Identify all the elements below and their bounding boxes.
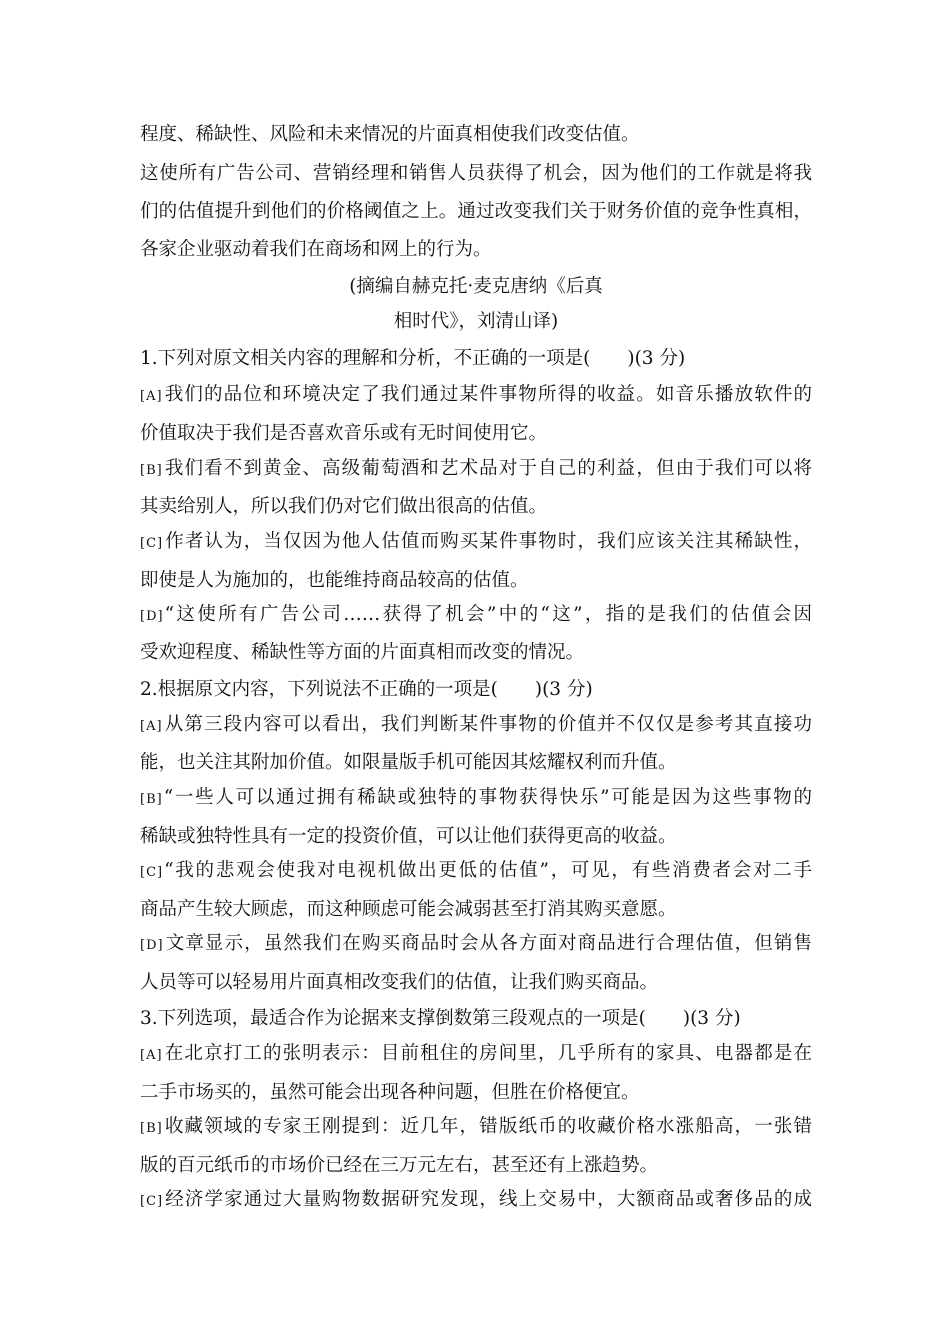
option-2c: [C]“我的悲观会使我对电视机做出更低的估值”，可见，有些消费者会对二手 <box>140 860 812 881</box>
option-3b: [B]收藏领域的专家王刚提到：近几年，错版纸币的收藏价格水涨船高，一张错 <box>140 1116 812 1137</box>
option-label: [D] <box>140 938 164 953</box>
source-citation: (摘编自赫克托·麦克唐纳《后真 <box>349 276 603 297</box>
passage-line: 各家企业驱动着我们在商场和网上的行为。 <box>140 239 492 260</box>
question-2-stem: 2.根据原文内容，下列说法不正确的一项是( )(3 分) <box>140 679 593 700</box>
option-1d-cont: 受欢迎程度、稀缺性等方面的片面真相而改变的情况。 <box>140 642 585 663</box>
question-1-stem: 1.下列对原文相关内容的理解和分析，不正确的一项是( )(3 分) <box>140 348 686 369</box>
option-3a-cont: 二手市场买的，虽然可能会出现各种问题，但胜在价格便宜。 <box>140 1082 640 1103</box>
question-3-stem: 3.下列选项，最适合作为论据来支撑倒数第三段观点的一项是( )(3 分) <box>140 1008 741 1029</box>
option-label: [D] <box>140 609 164 624</box>
option-1c-cont: 即使是人为施加的，也能维持商品较高的估值。 <box>140 570 529 591</box>
option-1a-cont: 价值取决于我们是否喜欢音乐或有无时间使用它。 <box>140 423 548 444</box>
option-3c: [C]经济学家通过大量购物数据研究发现，线上交易中，大额商品或奢侈品的成 <box>140 1189 812 1210</box>
option-label: [A] <box>140 1048 163 1063</box>
option-2b-cont: 稀缺或独特性具有一定的投资价值，可以让他们获得更高的收益。 <box>140 826 677 847</box>
option-label: [C] <box>140 1194 164 1209</box>
option-2c-cont: 商品产生较大顾虑，而这种顾虑可能会减弱甚至打消其购买意愿。 <box>140 899 677 920</box>
option-2a-cont: 能，也关注其附加价值。如限量版手机可能因其炫耀权利而升值。 <box>140 752 677 773</box>
option-label: [B] <box>140 1121 163 1136</box>
option-3a: [A]在北京打工的张明表示：目前租住的房间里，几乎所有的家具、电器都是在 <box>140 1043 812 1064</box>
option-1c: [C]作者认为，当仅因为他人估值而购买某件事物时，我们应该关注其稀缺性， <box>140 531 812 552</box>
option-1d: [D]“这使所有广告公司……获得了机会”中的“这”，指的是我们的估值会因 <box>140 604 812 625</box>
option-2a: [A]从第三段内容可以看出，我们判断某件事物的价值并不仅仅是参考其直接功 <box>140 714 812 735</box>
option-label: [A] <box>140 389 163 404</box>
passage-line: 们的估值提升到他们的价格阈值之上。通过改变我们关于财务价值的竞争性真相， <box>140 201 812 222</box>
option-label: [A] <box>140 719 163 734</box>
option-label: [B] <box>140 463 163 478</box>
passage-line: 这使所有广告公司、营销经理和销售人员获得了机会，因为他们的工作就是将我 <box>140 163 812 184</box>
option-1a: [A]我们的品位和环境决定了我们通过某件事物所得的收益。如音乐播放软件的 <box>140 384 812 405</box>
source-citation: 相时代》，刘清山译) <box>393 311 559 332</box>
option-3b-cont: 版的百元纸币的市场价已经在三万元左右，甚至还有上涨趋势。 <box>140 1155 659 1176</box>
option-1b: [B]我们看不到黄金、高级葡萄酒和艺术品对于自己的利益，但由于我们可以将 <box>140 458 812 479</box>
option-1b-cont: 其卖给别人，所以我们仍对它们做出很高的估值。 <box>140 496 548 517</box>
option-2b: [B]“一些人可以通过拥有稀缺或独特的事物获得快乐”可能是因为这些事物的 <box>140 787 812 808</box>
passage-line: 程度、稀缺性、风险和未来情况的片面真相使我们改变估值。 <box>140 124 640 145</box>
option-label: [C] <box>140 536 164 551</box>
option-label: [B] <box>140 792 163 807</box>
option-2d: [D]文章显示，虽然我们在购买商品时会从各方面对商品进行合理估值，但销售 <box>140 933 812 954</box>
option-label: [C] <box>140 865 164 880</box>
option-2d-cont: 人员等可以轻易用片面真相改变我们的估值，让我们购买商品。 <box>140 972 659 993</box>
